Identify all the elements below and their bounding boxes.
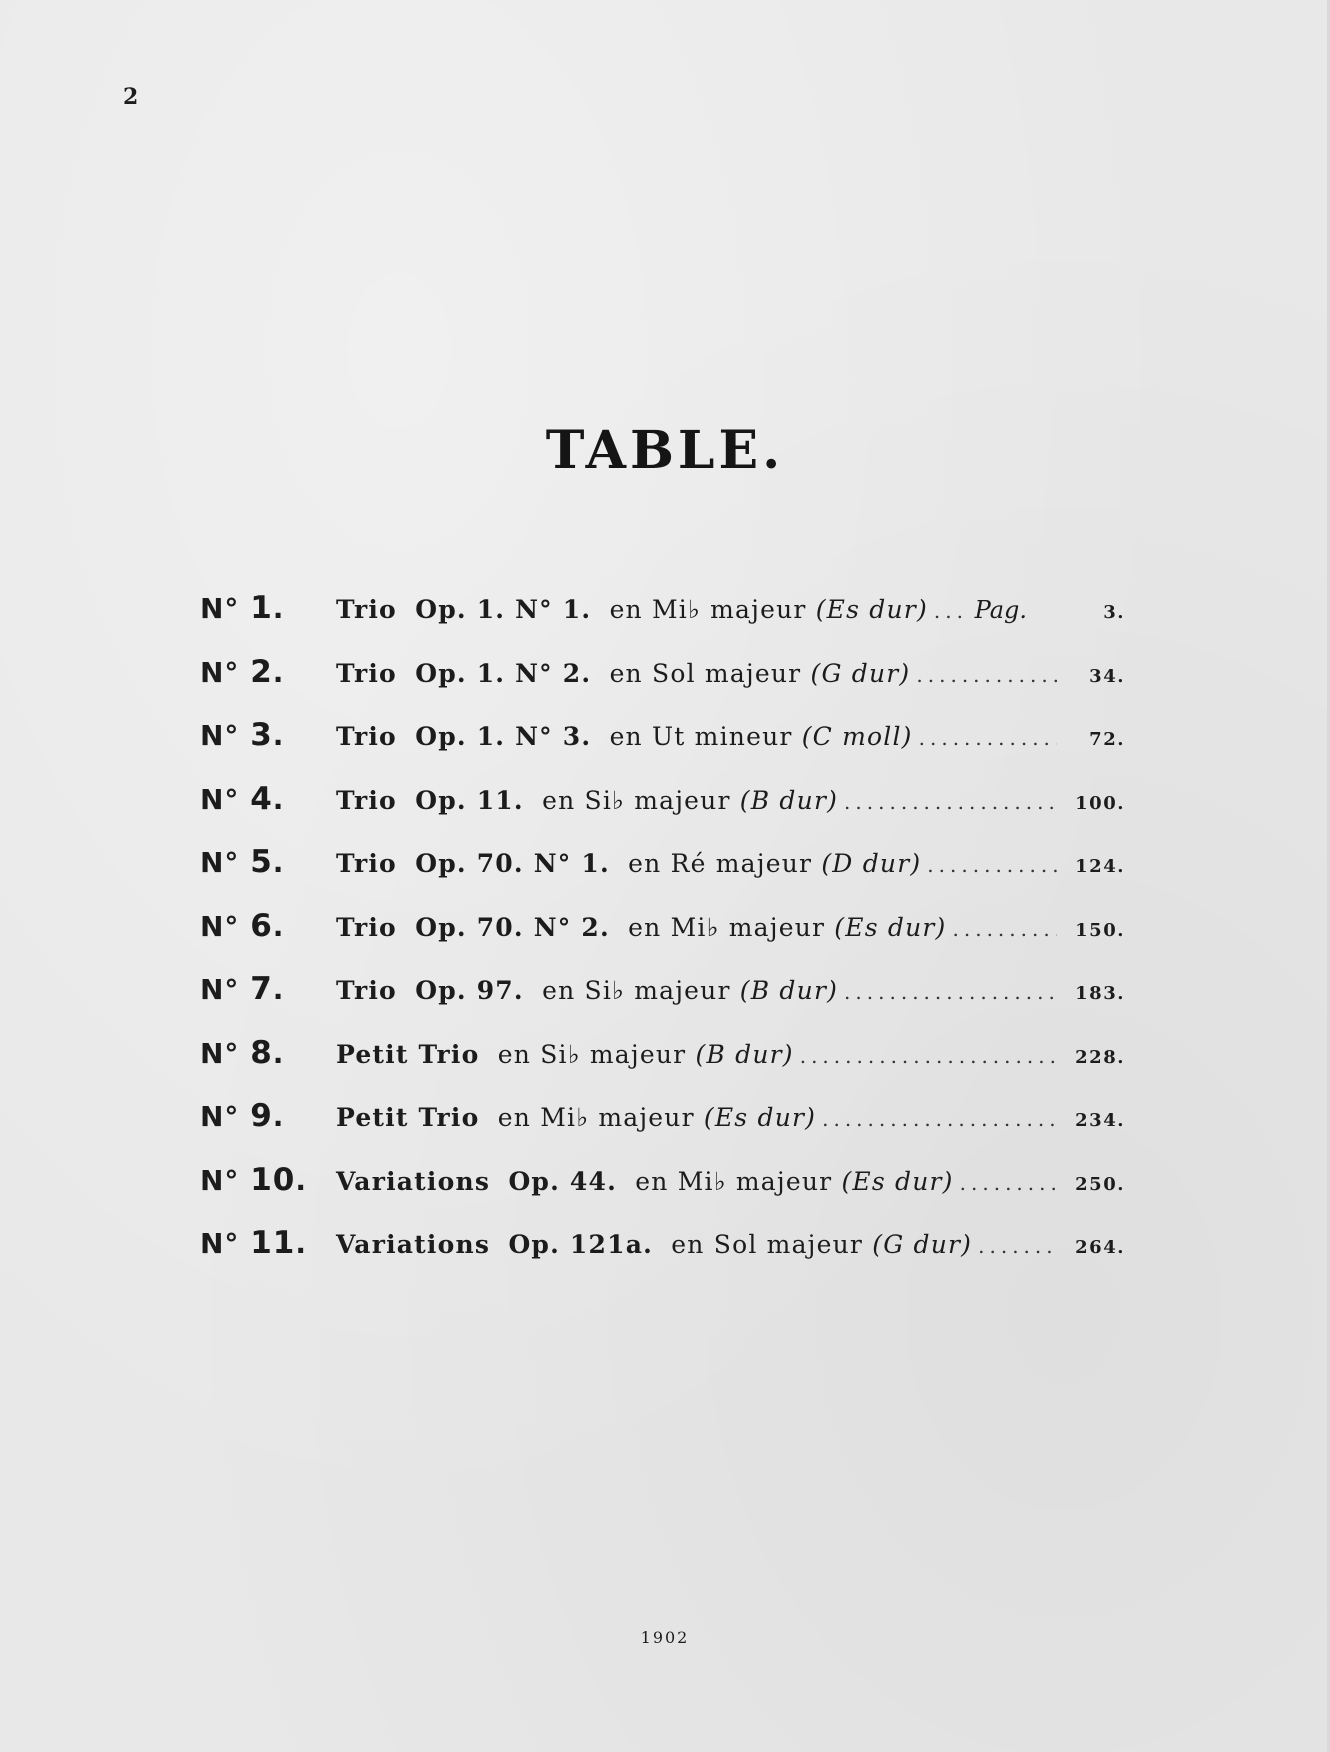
entry-number: N° 6.: [200, 907, 285, 944]
entry-page: 183.: [1075, 983, 1125, 1004]
toc-entry: [200, 1162, 1125, 1226]
entry-number: N° 3.: [200, 717, 285, 753]
toc-entry: [200, 654, 1125, 718]
entry-key-german: (Es dur): [841, 1166, 954, 1196]
entry-opus: Op. 1. N° 1.: [415, 595, 592, 624]
entry-key-german: (G dur): [872, 1230, 973, 1259]
entry-number: N° 7.: [200, 971, 285, 1007]
dot-leader: [800, 1044, 1057, 1068]
entry-work: Trio: [336, 722, 397, 751]
toc-entry: [200, 590, 1125, 654]
entry-number: N° 10.: [200, 1161, 307, 1198]
entry-page: 264.: [1075, 1237, 1125, 1258]
pag-label: Pag.: [974, 596, 1027, 624]
entry-work: Petit Trio: [336, 1103, 480, 1132]
entry-number: N° 8.: [200, 1034, 285, 1071]
entry-page: 124.: [1075, 856, 1125, 877]
entry-key-german: (G dur): [810, 658, 911, 688]
entry-page: 150.: [1075, 919, 1125, 941]
entry-key: en Si♭ majeur: [542, 976, 731, 1005]
dot-leader: [927, 853, 1057, 877]
dot-leader: [844, 790, 1057, 814]
entry-page: 250.: [1075, 1173, 1125, 1195]
entry-key-german: (B dur): [739, 976, 839, 1005]
entry-key-german: (Es dur): [834, 912, 947, 942]
entry-work: Trio: [336, 595, 397, 624]
entry-work: Trio: [336, 849, 397, 878]
entry-work: Variations: [336, 1230, 491, 1259]
entry-number: N° 4.: [200, 780, 285, 817]
entry-key: en Mi♭ majeur: [609, 595, 807, 624]
entry-number: N° 5.: [200, 844, 285, 880]
entry-page: 34.: [1089, 665, 1125, 687]
entry-key: en Ré majeur: [628, 849, 813, 878]
entry-key-german: (C moll): [801, 722, 913, 751]
entry-page: 100.: [1075, 792, 1125, 814]
entry-page: 228.: [1075, 1046, 1125, 1068]
entry-key: en Mi♭ majeur: [635, 1166, 833, 1196]
entry-key-german: (Es dur): [703, 1103, 817, 1132]
entry-opus: Op. 97.: [415, 976, 524, 1005]
entry-key-german: (B dur): [739, 785, 839, 815]
dot-leader: [822, 1107, 1057, 1131]
page-title: TABLE.: [545, 420, 785, 481]
entry-work: Variations: [336, 1166, 491, 1196]
entry-work: Trio: [336, 658, 397, 688]
entry-opus: Op. 121a.: [508, 1230, 653, 1259]
page-number: 2: [123, 84, 139, 110]
dot-leader: [844, 980, 1057, 1004]
entry-number: N° 11.: [200, 1225, 307, 1261]
entry-opus: Op. 70. N° 2.: [415, 912, 610, 942]
entry-key-german: (B dur): [695, 1039, 794, 1069]
entry-number: N° 1.: [200, 590, 285, 626]
entry-number: N° 2.: [200, 653, 285, 690]
entry-opus: Op. 11.: [415, 785, 524, 815]
toc-entry: [200, 1098, 1125, 1162]
entry-work: Trio: [336, 785, 397, 815]
toc-entry: [200, 781, 1125, 845]
entry-key: en Si♭ majeur: [497, 1039, 687, 1069]
entry-opus: Op. 1. N° 3.: [415, 722, 592, 751]
entry-key-german: (D dur): [821, 849, 922, 878]
entry-work: Trio: [336, 976, 397, 1005]
toc-entry: [200, 971, 1125, 1035]
entry-page: 72.: [1089, 729, 1125, 750]
dot-leader: [919, 726, 1057, 750]
entry-opus: Op. 70. N° 1.: [415, 849, 610, 878]
toc-entry: [200, 1225, 1125, 1289]
dot-leader: [934, 599, 969, 623]
toc-entry: [200, 717, 1125, 781]
entry-key: en Sol majeur: [609, 658, 802, 688]
entry-key: en Si♭ majeur: [542, 785, 731, 815]
entry-key: en Mi♭ majeur: [497, 1103, 695, 1132]
entry-opus: Op. 44.: [508, 1166, 617, 1196]
entry-page: 234.: [1075, 1110, 1125, 1131]
entry-key-german: (Es dur): [815, 595, 928, 624]
entry-opus: Op. 1. N° 2.: [415, 658, 592, 688]
toc-entry: [200, 844, 1125, 908]
plate-number: 1902: [640, 1628, 690, 1647]
entry-number: N° 9.: [200, 1098, 285, 1134]
dot-leader: [916, 663, 1057, 687]
dot-leader: [960, 1171, 1057, 1195]
entry-page: 3.: [1103, 602, 1125, 623]
entry-key: en Ut mineur: [609, 722, 793, 751]
entry-work: Petit Trio: [336, 1039, 480, 1069]
dot-leader: [953, 917, 1058, 941]
entry-key: en Sol majeur: [671, 1230, 864, 1259]
dot-leader: [978, 1234, 1057, 1258]
toc-entry: [200, 908, 1125, 972]
entry-key: en Mi♭ majeur: [628, 912, 826, 942]
entry-work: Trio: [336, 912, 397, 942]
table-of-contents: [200, 590, 1125, 1289]
toc-entry: [200, 1035, 1125, 1099]
